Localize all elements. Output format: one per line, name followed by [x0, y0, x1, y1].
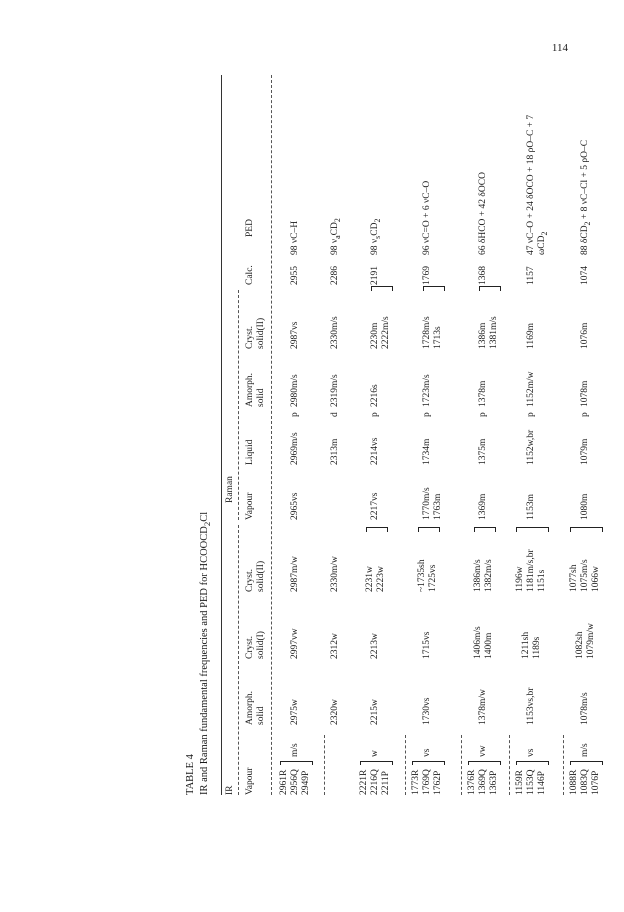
row-6-ped: 47 νC–O + 24 δOCO + 18 ρO–C + 7	[526, 114, 536, 255]
row-separator	[563, 735, 564, 795]
row-1-raman-cryst: 2987vs	[290, 321, 300, 349]
header-raman-cryst: solid(II)	[256, 317, 266, 349]
row-1-raman-amorph: 2980m/s	[290, 374, 300, 407]
row-2-raman-cryst: 2330m/s	[330, 316, 340, 349]
rotational-line: 1363P	[489, 770, 499, 795]
row-6-raman-polarization: p	[526, 412, 536, 417]
rotational-line: 1076P	[591, 770, 601, 795]
row-6-raman-cryst: 1169m	[526, 322, 536, 349]
row-7-ir-cryst2: 1075m/s	[580, 559, 590, 592]
row-7-raman-polarization: p	[580, 412, 590, 417]
row-2-ir-amorph: 2320w	[330, 699, 340, 725]
row-2-raman-amorph: 2319m/s	[330, 374, 340, 407]
row-4-calc: 1769	[422, 266, 432, 285]
row-3-raman-liquid: 2214vs	[370, 437, 380, 465]
table-title: IR and Raman fundamental frequencies and PED for $HCOOCD_2Cl$	[199, 511, 213, 795]
row-2-ped: 98 $\nu_aCD_2$	[330, 218, 342, 255]
group-ir: IR	[225, 785, 235, 795]
row-4-ir-cryst2: ~1735sh	[416, 559, 427, 592]
rotational-line: 1159R	[515, 770, 525, 795]
row-separator	[461, 735, 462, 795]
row-7-ir-cryst1: 1079m/w	[585, 623, 596, 659]
rotational-line: 1153Q	[526, 769, 536, 795]
rotational-line: 1083Q	[580, 769, 590, 795]
ir-group-rule	[238, 525, 239, 795]
row-4-raman-vapour: 1763m	[433, 493, 443, 520]
cryst-brace	[418, 527, 440, 532]
raman-brace	[371, 286, 393, 291]
row-5-ir-cryst1: 1406m/s	[472, 626, 483, 659]
row-5-raman-polarization: p	[478, 412, 488, 417]
row-3-calc: 2191	[370, 266, 380, 285]
header-ped: PED	[245, 219, 255, 237]
row-4-raman-polarization: p	[422, 412, 432, 417]
header-raman-liquid: Liquid	[245, 439, 255, 465]
row-6-calc: 1157	[526, 266, 536, 285]
cryst-brace	[474, 527, 496, 532]
row-7-ir-amorph: 1078m/s	[580, 692, 590, 725]
row-5-calc: 1368	[478, 266, 488, 285]
row-6-ir-cryst2: 1181m/s,br	[526, 549, 536, 592]
row-2-ir-cryst1: 2312w	[330, 633, 340, 659]
header-ir-cryst2: Cryst.	[245, 569, 255, 592]
line-brace	[280, 761, 313, 765]
rotational-line: 2211P	[381, 771, 391, 795]
row-3-ir-intensity: w	[370, 750, 380, 757]
row-2-raman-liquid: 2313m	[330, 438, 340, 465]
header-ir-cryst2: solid(II)	[256, 560, 266, 592]
row-1-ir-cryst2: 2987m/w	[290, 556, 300, 592]
row-4-ir-cryst2: 1725vs	[427, 564, 438, 592]
rotational-line: 1146P	[537, 771, 547, 795]
row-5-ped: 66 δHCO + 42 δOCO	[478, 172, 488, 255]
header-ir-cryst1: Cryst.	[245, 636, 255, 659]
header-raman-vapour: Vapour	[245, 492, 255, 520]
row-1-raman-polarization: p	[290, 412, 300, 417]
line-brace	[412, 761, 445, 765]
rotational-line: 1762P	[433, 770, 443, 795]
row-7-raman-liquid: 1079m	[580, 438, 590, 465]
row-6-ir-cryst2: 1196w	[515, 566, 525, 592]
line-brace	[570, 761, 603, 765]
rotational-line: 1773R	[411, 769, 421, 795]
row-4-raman-amorph: 1723m/s	[422, 374, 432, 407]
row-5-raman-cryst: 1386m	[478, 322, 488, 349]
raman-brace	[479, 286, 501, 291]
page-number: 114	[551, 42, 568, 54]
row-3-ir-cryst1: 2213w	[370, 633, 380, 659]
header-rule	[271, 75, 272, 795]
line-brace	[516, 761, 549, 765]
row-7-calc: 1074	[580, 266, 590, 285]
row-6-ped: ωCD$_2$	[537, 231, 549, 255]
row-4-raman-cryst: 1713s	[433, 326, 443, 349]
row-4-raman-liquid: 1734m	[422, 438, 432, 465]
rotational-line: 1376R	[467, 769, 477, 795]
row-2-raman-polarization: d	[330, 412, 340, 417]
row-6-ir-amorph: 1153vs,br	[526, 687, 536, 725]
row-5-ir-cryst2: 1382m/s	[483, 559, 494, 592]
row-3-raman-cryst: 2222m/s	[381, 316, 391, 349]
raman-group-rule	[238, 290, 239, 520]
row-5-ir-cryst2: 1386m/s	[472, 559, 483, 592]
row-5-raman-vapour: 1369m	[478, 493, 488, 520]
row-6-raman-vapour: 1153m	[526, 493, 536, 520]
row-5-raman-liquid: 1375m	[478, 438, 488, 465]
header-raman-amorph: solid	[256, 388, 266, 407]
row-7-raman-vapour: 1080m	[580, 493, 590, 520]
row-3-ped: 98 $\nu_sCD_2$	[370, 218, 382, 255]
row-7-ir-cryst2: 1066w	[591, 566, 601, 592]
rotational-line: 2949P	[301, 770, 311, 795]
row-separator	[405, 735, 406, 795]
row-7-raman-cryst: 1076m	[580, 322, 590, 349]
row-5-raman-amorph: 1378m	[478, 380, 488, 407]
row-7-raman-amorph: 1078m	[580, 380, 590, 407]
header-raman-amorph: Amorph.	[245, 372, 255, 407]
row-5-raman-cryst: 1381m/s	[489, 316, 499, 349]
row-4-ped: 96 νC=O + 6 νC–O	[422, 180, 432, 255]
row-6-ir-cryst2: 1151s	[537, 569, 547, 592]
rotated-table	[185, 65, 601, 795]
row-2-ir-cryst2: 2330m/w	[330, 556, 340, 592]
header-calc: Calc.	[245, 265, 255, 285]
row-7-ir-cryst2: 1077sh	[569, 564, 579, 592]
row-3-ir-cryst2: 2231w	[364, 566, 375, 592]
rotational-line: 2216Q	[370, 769, 380, 795]
row-4-ir-cryst1: 1715vs	[422, 631, 432, 659]
row-3-raman-vapour: 2217vs	[370, 492, 380, 520]
row-1-raman-vapour: 2965vs	[290, 492, 300, 520]
line-brace	[360, 761, 393, 765]
row-3-raman-cryst: 2230m	[370, 322, 380, 349]
row-1-raman-liquid: 2969m/s	[290, 432, 300, 465]
group-raman: Raman	[225, 476, 235, 503]
table-label: TABLE 4	[185, 754, 196, 795]
row-5-ir-cryst1: 1400m	[483, 632, 494, 659]
row-3-raman-amorph: 2216s	[370, 384, 380, 407]
row-4-ir-amorph: 1730vs	[422, 697, 432, 725]
row-3-ir-cryst2: 2223w	[375, 566, 386, 592]
cryst-brace	[516, 527, 549, 532]
cryst-brace	[366, 527, 388, 532]
rotational-line: 2961R	[279, 769, 289, 795]
row-4-raman-cryst: 1728m/s	[422, 316, 432, 349]
raman-brace	[423, 286, 445, 291]
row-1-ir-amorph: 2975w	[290, 699, 300, 725]
row-separator	[509, 735, 510, 795]
header-raman-cryst: Cryst.	[245, 326, 255, 349]
row-2-calc: 2286	[330, 266, 340, 285]
rotational-line: 1369Q	[478, 769, 488, 795]
row-3-ir-amorph: 2215w	[370, 699, 380, 725]
header-ir-cryst1: solid(I)	[256, 631, 266, 659]
row-5-ir-amorph: 1378m/w	[478, 689, 488, 725]
row-separator	[324, 735, 325, 795]
row-1-ir-cryst1: 2997vw	[290, 628, 300, 659]
top-rule	[221, 75, 222, 795]
row-6-ir-cryst1: 1189s	[531, 636, 542, 659]
line-brace	[468, 761, 501, 765]
row-1-ir-intensity: m/s	[290, 743, 300, 757]
rotational-line: 2956Q	[290, 769, 300, 795]
row-7-ped: 88 δCD$_2$ + 8 νC–Cl + 5 ρO–C	[580, 139, 592, 255]
row-1-calc: 2955	[290, 266, 300, 285]
row-6-ir-cryst1: 1211sh	[520, 631, 531, 659]
row-7-ir-intensity: m/s	[580, 743, 590, 757]
row-5-ir-intensity: vw	[478, 745, 488, 757]
table-caption	[185, 512, 213, 795]
row-6-raman-amorph: 1152m/w	[526, 371, 536, 407]
row-4-ir-intensity: vs	[422, 748, 432, 757]
rotational-line: 2221R	[359, 769, 369, 795]
row-6-ir-intensity: vs	[526, 748, 536, 757]
header-ir-amorph: Amorph.	[245, 690, 255, 725]
row-1-ped: 98 νC–H	[290, 220, 300, 255]
row-3-raman-polarization: p	[370, 412, 380, 417]
row-4-raman-vapour: 1770m/s	[422, 487, 432, 520]
cryst-brace	[570, 527, 603, 532]
row-7-ir-cryst1: 1082sh	[574, 631, 585, 659]
row-6-raman-liquid: 1152w,br	[526, 429, 536, 465]
rotational-line: 1769Q	[422, 769, 432, 795]
header-ir-amorph: solid	[256, 706, 266, 725]
header-ir-vapour: Vapour	[245, 767, 255, 795]
rotational-line: 1088R	[569, 769, 579, 795]
